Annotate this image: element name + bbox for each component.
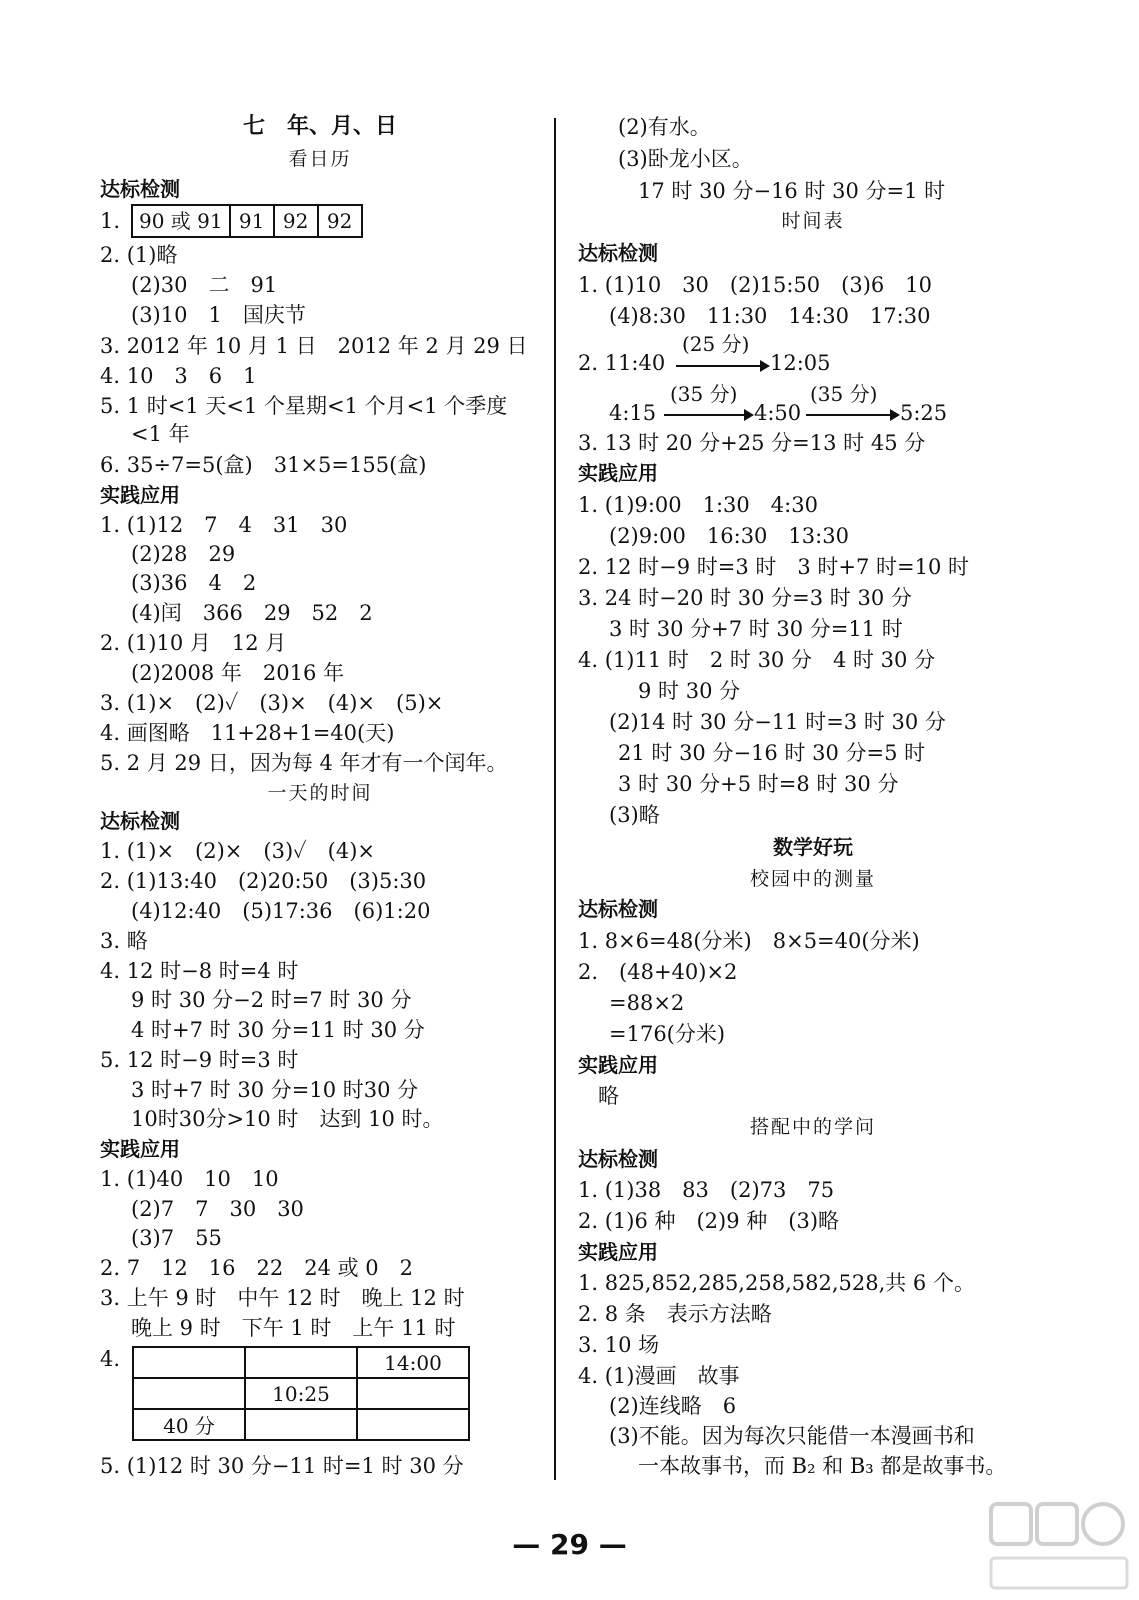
answer-line: =176(分米): [609, 1022, 726, 1046]
answer-line: 2. (48+40)×2: [578, 960, 738, 984]
table-cell: 14:00: [357, 1347, 469, 1378]
answer-line: <1 年: [131, 422, 190, 446]
answer-line: 5. 2 月 29 日，因为每 4 年才有一个闰年。: [100, 751, 508, 775]
answer-line: 1. (1)9:00 1:30 4:30: [578, 493, 818, 517]
answer-line: 3 时 30 分+5 时=8 时 30 分: [618, 772, 899, 796]
page-number: — 29 —: [512, 1528, 627, 1561]
answer-line: 1. (1)12 7 4 31 30: [100, 513, 348, 537]
subsection-title: 校园中的测量: [749, 868, 876, 890]
answer-line: (2)30 二 91: [131, 273, 278, 297]
answer-line: =88×2: [609, 991, 685, 1015]
answer-line: (2)28 29: [131, 542, 236, 566]
section-heading: 实践应用: [578, 1240, 658, 1264]
answer-line: 2. (1)6 种 (2)9 种 (3)略: [578, 1209, 840, 1233]
answer-line: 1. (1)10 30 (2)15:50 (3)6 10: [578, 273, 932, 297]
answer-line: 3 时 30 分+7 时 30 分=11 时: [609, 617, 903, 641]
answer-line: 9 时 30 分: [638, 679, 741, 703]
section-heading: 达标检测: [578, 1147, 658, 1171]
subsection-title: 一天的时间: [267, 782, 373, 804]
arrow-icon: [664, 414, 752, 416]
question-number: 1.: [100, 209, 121, 233]
answer-line: (4)8:30 11:30 14:30 17:30: [609, 304, 931, 328]
arrow-label: (25 分): [682, 332, 750, 356]
arrow-icon: [676, 365, 768, 367]
answer-line: (3)略: [609, 803, 660, 827]
answer-line: (3)10 1 国庆节: [131, 303, 306, 327]
answer-line: (2)有水。: [618, 115, 711, 139]
answer-line: 晚上 9 时 下午 1 时 上午 11 时: [131, 1316, 456, 1340]
arrow-icon: [806, 414, 898, 416]
arrow-start: 4:15: [609, 401, 657, 425]
arrow-start: 2. 11:40: [578, 351, 666, 375]
answer-line: 4. 10 3 6 1: [100, 364, 257, 388]
answer-line: (3)卧龙小区。: [618, 147, 753, 171]
answer-box: 92: [326, 209, 353, 233]
answer-line: 9 时 30 分−2 时=7 时 30 分: [131, 988, 412, 1012]
answer-line: (4)闰 366 29 52 2: [131, 601, 373, 625]
answer-line: 17 时 30 分−16 时 30 分=1 时: [638, 179, 946, 203]
answer-line: 4 时+7 时 30 分=11 时 30 分: [131, 1018, 425, 1042]
table-cell: [245, 1347, 357, 1378]
table-cell: [357, 1409, 469, 1440]
answer-line: 2. 7 12 16 22 24 或 0 2: [100, 1256, 414, 1280]
table-cell: [133, 1347, 245, 1378]
chapter-title: 数学好玩: [773, 835, 853, 859]
answer-line: 3. 上午 9 时 中午 12 时 晚上 12 时: [100, 1286, 465, 1310]
section-heading: 达标检测: [100, 809, 180, 833]
column-divider: [554, 118, 556, 1480]
answer-line: 2. (1)略: [100, 243, 178, 267]
answer-line: 10时30分>10 时 达到 10 时。: [131, 1107, 444, 1131]
table-cell: [357, 1378, 469, 1409]
answer-line: 2. (1)13:40 (2)20:50 (3)5:30: [100, 869, 427, 893]
answer-line: 1. 8×6=48(分米) 8×5=40(分米): [578, 929, 920, 953]
answer-line: 4. (1)漫画 故事: [578, 1364, 740, 1388]
answer-line: (2)7 7 30 30: [131, 1197, 304, 1221]
answer-line: (3)不能。因为每次只能借一本漫画书和: [609, 1424, 975, 1448]
section-heading: 实践应用: [100, 1137, 180, 1161]
answer-line: 3. (1)× (2)✓ (3)× (4)× (5)×: [100, 691, 444, 715]
subsection-title: 时间表: [781, 210, 845, 232]
chapter-title: 七 年、月、日: [242, 114, 397, 139]
subsection-title: 搭配中的学问: [749, 1116, 876, 1138]
section-heading: 达标检测: [578, 897, 658, 921]
arrow-end: 5:25: [900, 401, 948, 425]
answer-line: 5. 1 时<1 天<1 个星期<1 个月<1 个季度: [100, 394, 508, 418]
answer-line: 3 时+7 时 30 分=10 时30 分: [131, 1078, 419, 1102]
watermark-logo: [985, 1500, 1135, 1600]
answer-line: (3)7 55: [131, 1226, 222, 1250]
arrow-label: (35 分): [810, 382, 878, 406]
answer-line: 2. 12 时−9 时=3 时 3 时+7 时=10 时: [578, 555, 970, 579]
answer-line: 1. 825,852,285,258,582,528,共 6 个。: [578, 1271, 975, 1295]
table-cell: 40 分: [133, 1409, 245, 1440]
answer-line: (4)12:40 (5)17:36 (6)1:20: [131, 899, 431, 923]
answer-line: 4. (1)11 时 2 时 30 分 4 时 30 分: [578, 648, 936, 672]
answer-line: 一本故事书，而 B₂ 和 B₃ 都是故事书。: [638, 1454, 1007, 1478]
answer-line: 5. (1)12 时 30 分−11 时=1 时 30 分: [100, 1454, 464, 1478]
answer-line: 1. (1)40 10 10: [100, 1167, 279, 1191]
question-number: 4.: [100, 1347, 121, 1371]
answer-line: 3. 略: [100, 929, 148, 953]
answer-line: 3. 13 时 20 分+25 分=13 时 45 分: [578, 431, 926, 455]
answer-line: 3. 24 时−20 时 30 分=3 时 30 分: [578, 586, 912, 610]
answer-line: 略: [598, 1084, 619, 1108]
answer-line: 4. 12 时−8 时=4 时: [100, 959, 299, 983]
answer-line: 6. 35÷7=5(盒) 31×5=155(盒): [100, 453, 427, 477]
answer-line: (2)14 时 30 分−11 时=3 时 30 分: [609, 710, 946, 734]
answer-line: (3)36 4 2: [131, 571, 257, 595]
answer-line: 2. (1)10 月 12 月: [100, 631, 287, 655]
answer-line: 2. 8 条 表示方法略: [578, 1302, 772, 1326]
answer-line: (2)9:00 16:30 13:30: [609, 524, 849, 548]
answer-line: 3. 2012 年 10 月 1 日 2012 年 2 月 29 日: [100, 334, 528, 358]
answer-line: (2)连线略 6: [609, 1394, 737, 1418]
subsection-title: 看日历: [288, 148, 352, 170]
arrow-label: (35 分): [670, 382, 738, 406]
answer-line: (2)2008 年 2016 年: [131, 661, 344, 685]
section-heading: 实践应用: [578, 461, 658, 485]
section-heading: 达标检测: [578, 241, 658, 265]
section-heading: 实践应用: [578, 1053, 658, 1077]
arrow-end: 12:05: [770, 351, 831, 375]
section-heading: 达标检测: [100, 177, 180, 201]
answer-line: 5. 12 时−9 时=3 时: [100, 1048, 299, 1072]
answer-box: 92: [275, 206, 319, 236]
table-cell: [245, 1409, 357, 1440]
answer-line: 4. 画图略 11+28+1=40(天): [100, 721, 395, 745]
answer-box: 91: [231, 206, 275, 236]
time-table: [132, 1346, 470, 1441]
table-cell: [133, 1378, 245, 1409]
table-cell: 10:25: [245, 1378, 357, 1409]
answer-line: 1. (1)× (2)× (3)✓ (4)×: [100, 839, 376, 863]
answer-line: 3. 10 场: [578, 1333, 660, 1357]
answer-box: 90 或 91: [133, 206, 231, 236]
answer-line: 1. (1)38 83 (2)73 75: [578, 1178, 835, 1202]
arrow-mid: 4:50: [754, 401, 802, 425]
answer-boxes: [131, 204, 363, 238]
section-heading: 实践应用: [100, 483, 180, 507]
answer-line: 21 时 30 分−16 时 30 分=5 时: [618, 741, 926, 765]
